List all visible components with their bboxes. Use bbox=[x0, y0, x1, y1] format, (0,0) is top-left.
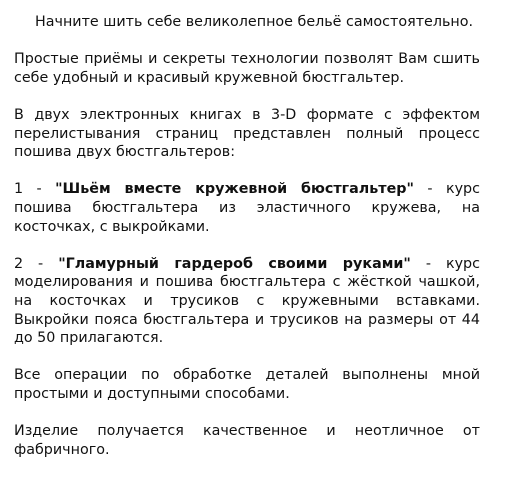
book-item-1 bbox=[14, 180, 480, 236]
quality-paragraph: Изделие получается качественное и неотличное от фабричного. bbox=[14, 423, 480, 458]
document-title: Начните шить себе великолепное бельё самостоятельно. bbox=[35, 14, 474, 30]
book-item-2-description: - курс моделирования и пошива бюстгальтера с жёсткой чашкой, на косточках и трусиков с кружевными вставками. Выкройки пояса бюстгальтера и трусиков на размеры от 44 до 50 прилагаются. bbox=[14, 255, 480, 347]
book-item-2 bbox=[14, 255, 480, 348]
book-item-1-number: 1 - bbox=[14, 181, 56, 198]
document bbox=[14, 13, 480, 459]
book-item-2-name: "Гламурный гардероб своими руками" bbox=[58, 255, 411, 272]
book-item-1-description: - курс пошива бюстгальтера из эластичного кружева, на косточках, с выкройками. bbox=[14, 181, 480, 235]
operations-paragraph: Все операции по обработке деталей выполнены мной простыми и доступными способами. bbox=[14, 367, 480, 402]
book-item-2-number: 2 - bbox=[14, 255, 59, 272]
book-item-1-name: "Шьём вместе кружевной бюстгальтер" bbox=[55, 181, 414, 198]
intro-paragraph: Простые приёмы и секреты технологии позволят Вам сшить себе удобный и красивый кружевной бюстгальтер. bbox=[14, 51, 480, 86]
books-intro-paragraph: В двух электронных книгах в 3-D формате с эффектом перелистывания страниц представлен полный процесс пошива двух бюстгальтеров: bbox=[14, 106, 480, 161]
